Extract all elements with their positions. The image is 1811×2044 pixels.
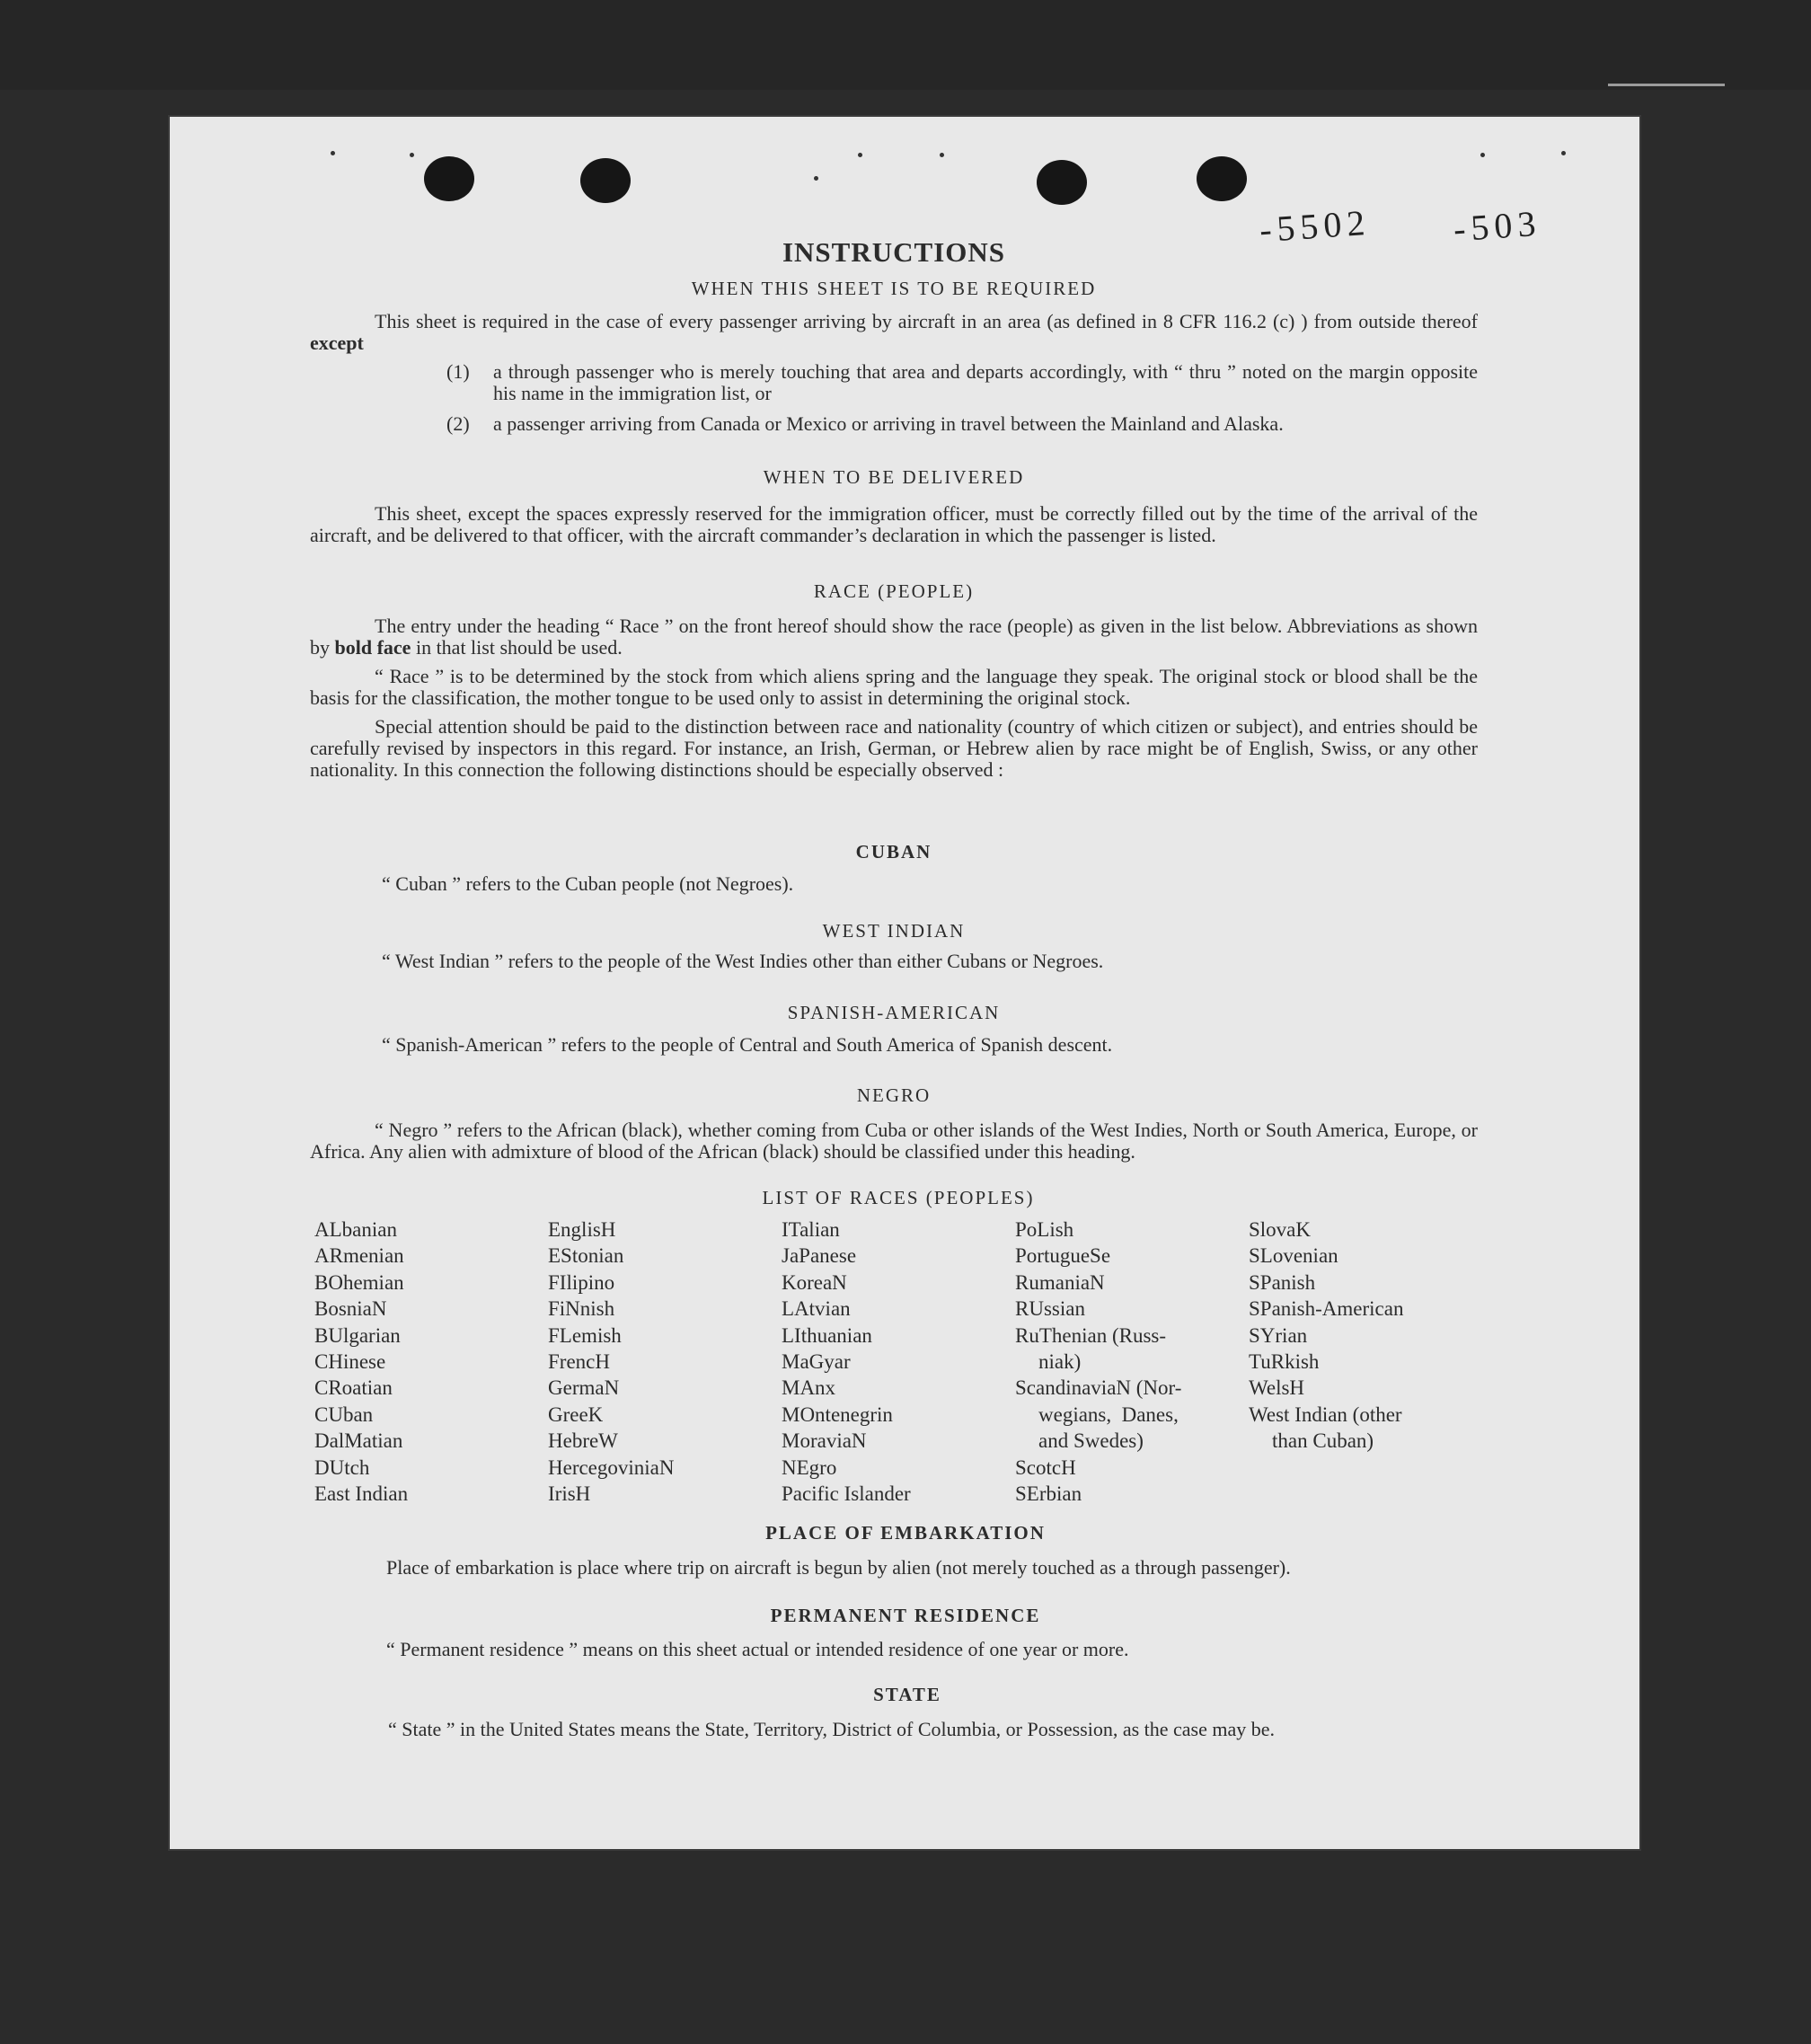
section-heading: STATE [873,1684,941,1705]
text: in that list should be used. [415,636,623,659]
race-entry: NEgro [782,1456,837,1479]
paragraph: “ Permanent residence ” means on this sheet actual or intended residence of one year or more. [386,1638,1129,1660]
race-entry: SErbian [1015,1482,1082,1506]
race-entry: Pacific Islander [782,1482,911,1506]
section-heading: PERMANENT RESIDENCE [770,1605,1041,1626]
section-heading: WEST INDIAN [822,920,966,942]
item-number: (1) [446,360,470,383]
race-entry: CHinese [314,1350,386,1374]
speck [858,153,862,157]
races-column [782,1217,1015,1507]
section-residence [322,1604,1489,1661]
race-entry: BUlgarian [314,1323,401,1347]
title-block [310,236,1478,269]
race-entry: JaPanese [782,1244,857,1268]
race-entry: LAtvian [782,1297,851,1321]
section-heading: WHEN THIS SHEET IS TO BE REQUIRED [691,278,1097,299]
section-embarkation [322,1521,1489,1579]
section-state [323,1683,1491,1740]
race-entry: GermaN [548,1376,620,1400]
speck [331,151,335,155]
race-entry: MaGyar [782,1350,851,1374]
races-table [314,1217,1482,1507]
race-entry: DalMatian [314,1429,403,1453]
section-heading: NEGRO [856,1084,932,1106]
race-entry: EnglisH [548,1218,616,1241]
race-entry-continued: and Swedes) [1038,1429,1144,1453]
section-heading: RACE (PEOPLE) [813,580,975,602]
bold-text: except [310,332,364,354]
section-delivered [310,465,1478,546]
paragraph: “ State ” in the United States means the State, Territory, District of Columbia, or Possession, as the case may be. [388,1718,1276,1740]
speck [940,153,944,157]
race-entry-continued: than Cuban) [1272,1429,1374,1453]
race-entry: LIthuanian [782,1323,872,1347]
race-entry: CRoatian [314,1376,393,1400]
punch-hole [1037,160,1087,205]
paragraph: “ Negro ” refers to the African (black), whether coming from Cuba or other islands of the West Indies, North or South America, Europe, or Africa. Any alien with admixture of blood of the African (black) should be classified under this heading. [310,1119,1478,1163]
section-required [310,277,1478,435]
race-entry: BosniaN [314,1297,387,1321]
speck [1480,153,1485,157]
race-entry: FLemish [548,1323,622,1347]
race-entry: East Indian [314,1482,409,1506]
text: This sheet is required in the case of every passenger arriving by aircraft in an area (as defined in 8 CFR 116.2 (c) ) from outside thereof [375,310,1478,332]
race-entry: KoreaN [782,1270,847,1294]
section-cuban [310,840,1478,896]
race-entry-continued: niak) [1038,1350,1082,1374]
paragraph: “ Spanish-American ” refers to the people of Central and South America of Spanish descent. [382,1033,1113,1056]
race-entry: EStonian [548,1244,624,1268]
race-entry: SYrian [1249,1323,1308,1347]
races-column [314,1217,548,1507]
paragraph [310,311,1478,354]
paragraph: “ Race ” is to be determined by the stock from which aliens spring and the language they speak. The original stock or blood shall be the basis for the classification, the mother tongue to be used only to assist in determining the original stock. [310,665,1478,709]
race-entry: RUssian [1015,1297,1085,1321]
section-heading: LIST OF RACES (PEOPLES) [762,1187,1035,1208]
stamp-number-right: -503 [1452,202,1542,250]
race-entry: ARmenian [314,1244,404,1268]
text: The entry under the heading “ Race ” on the front hereof should show the race (people) as given in the list below. Abbreviations as shown by [310,615,1478,659]
paragraph: Special attention should be paid to the distinction between race and nationality (country of which citizen or subject), and entries should be carefully revised by inspectors in this regard. For instance, an Irish, German, or Hebrew alien by race might be of English, Swiss, or any other nationality. In this connection the following distinctions should be especially observed : [310,715,1478,781]
paragraph: “ West Indian ” refers to the people of the West Indies other than either Cubans or Negroes. [382,950,1104,972]
stamp-number-left: -5502 [1258,201,1372,251]
punch-hole [1197,156,1247,201]
race-entry: MoraviaN [782,1429,867,1453]
paragraph: This sheet, except the spaces expressly reserved for the immigration officer, must be correctly filled out by the time of the arrival of the aircraft, and be delivered to that officer, with the aircraft commander’s declaration in which the passenger is listed. [310,502,1478,546]
race-entry: WelsH [1249,1376,1305,1400]
race-entry: HebreW [548,1429,618,1453]
races-column [548,1217,782,1507]
section-negro [310,1084,1478,1163]
race-entry: BOhemian [314,1270,404,1294]
race-entry: SlovaK [1249,1218,1311,1241]
race-entry: TuRkish [1249,1350,1320,1374]
race-entry: CUban [314,1402,374,1426]
race-entry: SPanish [1249,1270,1316,1294]
speck [410,153,414,157]
race-entry: SPanish-American [1249,1297,1404,1321]
section-list-of-races [314,1186,1482,1507]
race-entry: West Indian (other [1249,1402,1402,1426]
scan-mark [1608,84,1725,86]
race-entry: FrencH [548,1350,610,1374]
list-item [446,413,1478,435]
race-entry: FiNnish [548,1297,615,1321]
race-entry: RuThenian (Russ- [1015,1323,1167,1347]
speck [814,176,818,181]
paragraph: Place of embarkation is place where trip on aircraft is begun by alien (not merely touched as a through passenger). [386,1556,1291,1579]
item-text: a passenger arriving from Canada or Mexico or arriving in travel between the Mainland and Alaska. [493,412,1284,435]
scan-border [0,0,1811,90]
section-heading: SPANISH-AMERICAN [787,1002,1001,1023]
race-entry-continued: wegians, Danes, [1038,1402,1179,1426]
race-entry: ITalian [782,1218,840,1241]
section-heading: CUBAN [855,841,932,863]
section-heading: PLACE OF EMBARKATION [765,1522,1046,1544]
race-entry: MAnx [782,1376,836,1400]
bold-text: bold face [334,636,411,659]
race-entry: SLovenian [1249,1244,1338,1268]
section-heading: WHEN TO BE DELIVERED [763,466,1025,488]
section-west-indian [310,919,1478,973]
race-entry: ScotcH [1015,1456,1076,1479]
race-entry: DUtch [314,1456,370,1479]
race-entry: GreeK [548,1402,604,1426]
item-number: (2) [446,412,470,435]
race-entry: IrisH [548,1482,591,1506]
race-entry: ALbanian [314,1218,397,1241]
race-entry: PoLish [1015,1218,1074,1241]
punch-hole [424,156,474,201]
section-race [310,580,1478,781]
list-item [446,361,1478,404]
race-entry: HercegoviniaN [548,1456,675,1479]
speck [1561,151,1566,155]
races-column [1015,1217,1249,1507]
paragraph [310,615,1478,659]
race-entry: FIlipino [548,1270,615,1294]
section-spanish-american [310,1001,1478,1057]
race-entry: ScandinaviaN (Nor- [1015,1376,1182,1400]
race-entry: MOntenegrin [782,1402,893,1426]
race-entry: PortugueSe [1015,1244,1111,1268]
page-title: INSTRUCTIONS [782,236,1005,268]
item-text: a through passenger who is merely touching that area and departs accordingly, with “ thru ” noted on the margin opposite his name in the immigration list, or [493,360,1478,404]
punch-hole [580,158,631,203]
race-entry: RumaniaN [1015,1270,1105,1294]
paragraph: “ Cuban ” refers to the Cuban people (not Negroes). [382,872,794,895]
races-column [1249,1217,1482,1507]
exceptions-list [310,361,1478,435]
